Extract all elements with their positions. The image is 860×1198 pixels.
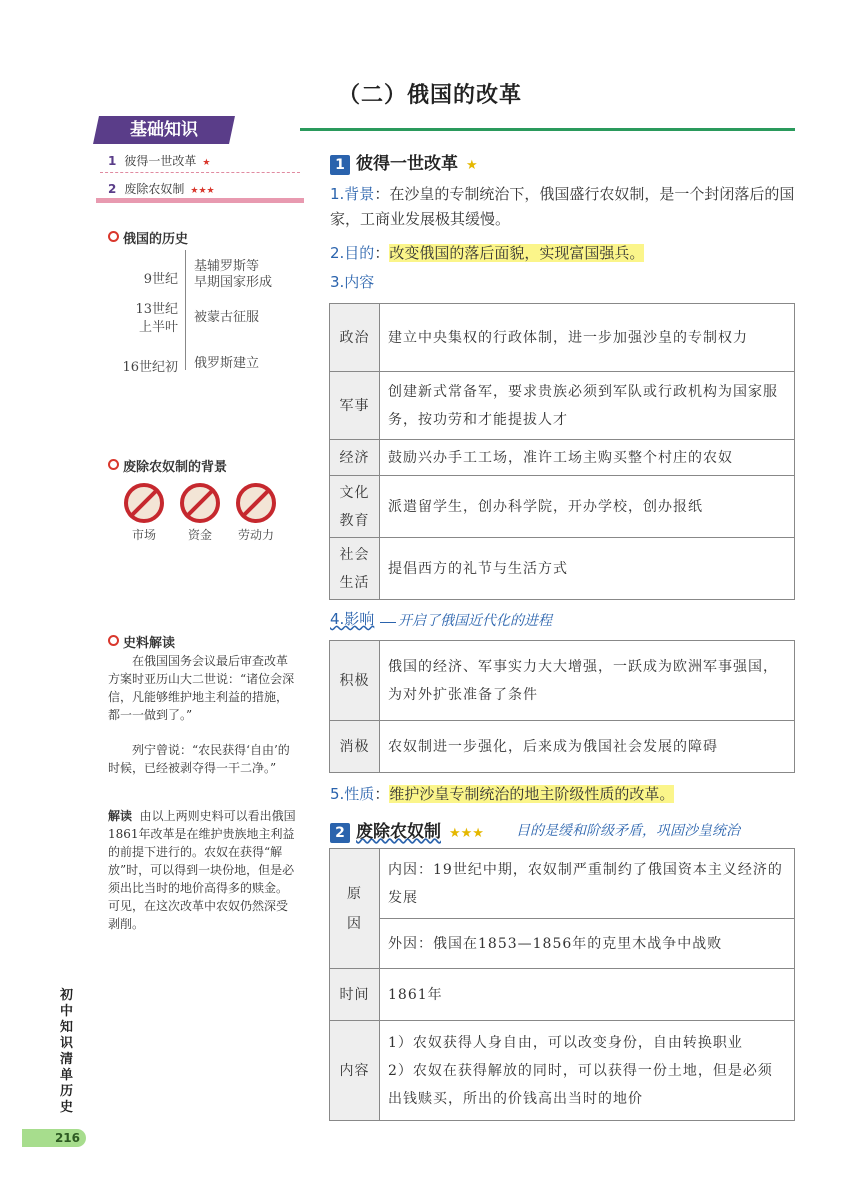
page-number: 216 (22, 1129, 86, 1147)
timeline-event: 被蒙古征服 (194, 310, 260, 325)
timeline-time: 9世纪 (143, 272, 178, 287)
handwritten-note-purpose: 目的是缓和阶级矛盾，巩固沙皇统治 (516, 823, 740, 839)
table-key: 内容 (330, 1021, 380, 1121)
section-number: 2 (330, 823, 350, 843)
header-divider (300, 128, 795, 131)
table-value: 派遣留学生，创办科学院，开办学校，创办报纸 (380, 476, 795, 538)
table-value: 1861年 (380, 969, 795, 1021)
table-value: 外因：俄国在1853—1856年的克里木战争中战败 (380, 919, 795, 969)
toc-label: 废除农奴制 (124, 182, 185, 196)
aim-label: 2.目的 (330, 244, 375, 262)
table-key: 军事 (330, 372, 380, 440)
table-key: 社会 生活 (330, 538, 380, 600)
content-label: 3.内容 (330, 273, 375, 291)
interpretation-text: 由以上两则史料可以看出俄国1861年改革是在维护贵族地主利益的前提下进行的。农奴在获得“解放”时，可以得到一块份地，但是必须出比当时的地价高得多的赎金。可见，在这次改革中农奴仍然深受剥削。 (108, 809, 296, 931)
section-number: 1 (330, 155, 350, 175)
note-pointer (380, 622, 396, 623)
background-text: 在沙皇的专制统治下，俄国盛行农奴制，是一个封闭落后的国家，工商业发展极其缓慢。 (330, 185, 795, 228)
nature-label: 5.性质 (330, 785, 375, 803)
table-key: 经济 (330, 440, 380, 476)
section-title: 彼得一世改革 (356, 154, 458, 174)
star-icon: ★ (466, 158, 478, 173)
background-label: 劳动力 (237, 528, 274, 542)
section-header-basic-knowledge: 基础知识 (93, 116, 235, 144)
toc-item-1[interactable] (108, 152, 210, 169)
table-key: 文化 教育 (330, 476, 380, 538)
background-label: 1.背景 (330, 185, 375, 203)
table-row (330, 969, 795, 1021)
impact-table (329, 640, 795, 773)
aim-paragraph: 2.目的：改变俄国的落后面貌，实现富国强兵。 (330, 244, 645, 262)
nature-text: 维护沙皇专制统治的地主阶级性质的改革。 (389, 785, 675, 803)
table-key: 时间 (330, 969, 380, 1021)
table-key: 原 因 (330, 849, 380, 969)
source-heading: 史料解读 (108, 632, 175, 651)
table-value: 俄国的经济、军事实力大大增强，一跃成为欧洲军事强国，为对外扩张准备了条件 (380, 641, 795, 721)
source-paragraph: 在俄国国务会议最后审查改革方案时亚历山大二世说：“诸位会深信，凡能够维护地主利益的措施，都一一做到了。” (108, 654, 295, 722)
labor-icon (236, 483, 276, 523)
abolition-table (329, 848, 795, 1121)
content-item: 2）农奴在获得解放的同时，可以获得一份土地，但是必须出钱赎买，所出的价钱高出当时的地价 (388, 1062, 773, 1107)
aim-text: 改变俄国的落后面貌，实现富国强兵。 (389, 244, 645, 262)
timeline-event: 基辅罗斯等 早期国家形成 (194, 259, 273, 290)
impact-label: 4.影响 (330, 610, 375, 628)
timeline-event: 俄罗斯建立 (194, 356, 260, 371)
background-paragraph: 1.背景：在沙皇的专制统治下，俄国盛行农奴制，是一个封闭落后的国家，工商业发展极其缓慢。 (330, 185, 795, 228)
table-row (330, 919, 795, 969)
history-heading: 俄国的历史 (108, 228, 188, 247)
timeline-time: 16世纪初 (122, 360, 178, 375)
table-key: 消极 (330, 721, 380, 773)
interpretation (108, 807, 298, 933)
timeline-line (185, 250, 186, 370)
background-label: 市场 (131, 528, 156, 542)
toc-bottom-band (96, 198, 304, 203)
book-side-tab: 初中知识清单 历史 (60, 988, 74, 1115)
nature-paragraph: 5.性质：维护沙皇专制统治的地主阶级性质的改革。 (330, 785, 675, 803)
table-row (330, 721, 795, 773)
table-row (330, 538, 795, 600)
table-row (330, 641, 795, 721)
table-row (330, 440, 795, 476)
handwritten-note-impact: 开启了俄国近代化的进程 (398, 613, 552, 629)
background-label: 资金 (187, 528, 212, 542)
table-row (330, 849, 795, 919)
table-value: 提倡西方的礼节与生活方式 (380, 538, 795, 600)
table-value: 创建新式常备军，要求贵族必须到军队或行政机构为国家服务，按功劳和才能提拔人才 (380, 372, 795, 440)
toc-number: 1 (108, 154, 117, 168)
reform-content-table (329, 303, 795, 600)
market-icon (124, 483, 164, 523)
table-key: 政治 (330, 304, 380, 372)
section-title: 废除农奴制 (356, 822, 441, 842)
table-value (380, 1021, 795, 1121)
source-paragraph: 列宁曾说：“农民获得‘自由’的时候，已经被剥夺得一干二净。” (108, 743, 290, 775)
table-key: 积极 (330, 641, 380, 721)
table-row (330, 476, 795, 538)
page-title: （二）俄国的改革 (337, 83, 522, 108)
star-icon: ★ (202, 158, 211, 168)
section-1-heading (330, 149, 478, 175)
table-value: 内因：19世纪中期，农奴制严重制约了俄国资本主义经济的发展 (380, 849, 795, 919)
table-value: 农奴制进一步强化，后来成为俄国社会发展的障碍 (380, 721, 795, 773)
timeline-time: 13世纪 上半叶 (135, 302, 178, 335)
toc-item-2[interactable] (108, 180, 215, 197)
table-value: 鼓励兴办手工工场，准许工场主购买整个村庄的农奴 (380, 440, 795, 476)
star-icon: ★★★ (190, 186, 215, 196)
toc-divider (100, 172, 300, 173)
table-row (330, 1021, 795, 1121)
content-item: 1）农奴获得人身自由，可以改变身份，自由转换职业 (388, 1034, 743, 1051)
table-value: 建立中央集权的行政体制，进一步加强沙皇的专制权力 (380, 304, 795, 372)
toc-label: 彼得一世改革 (124, 154, 197, 168)
toc-number: 2 (108, 182, 117, 196)
interpretation-label: 解读 (108, 809, 133, 823)
table-row (330, 304, 795, 372)
background-heading: 废除农奴制的背景 (108, 456, 227, 475)
star-icon: ★★★ (449, 826, 484, 841)
table-row (330, 372, 795, 440)
section-2-heading (330, 817, 484, 843)
money-icon (180, 483, 220, 523)
